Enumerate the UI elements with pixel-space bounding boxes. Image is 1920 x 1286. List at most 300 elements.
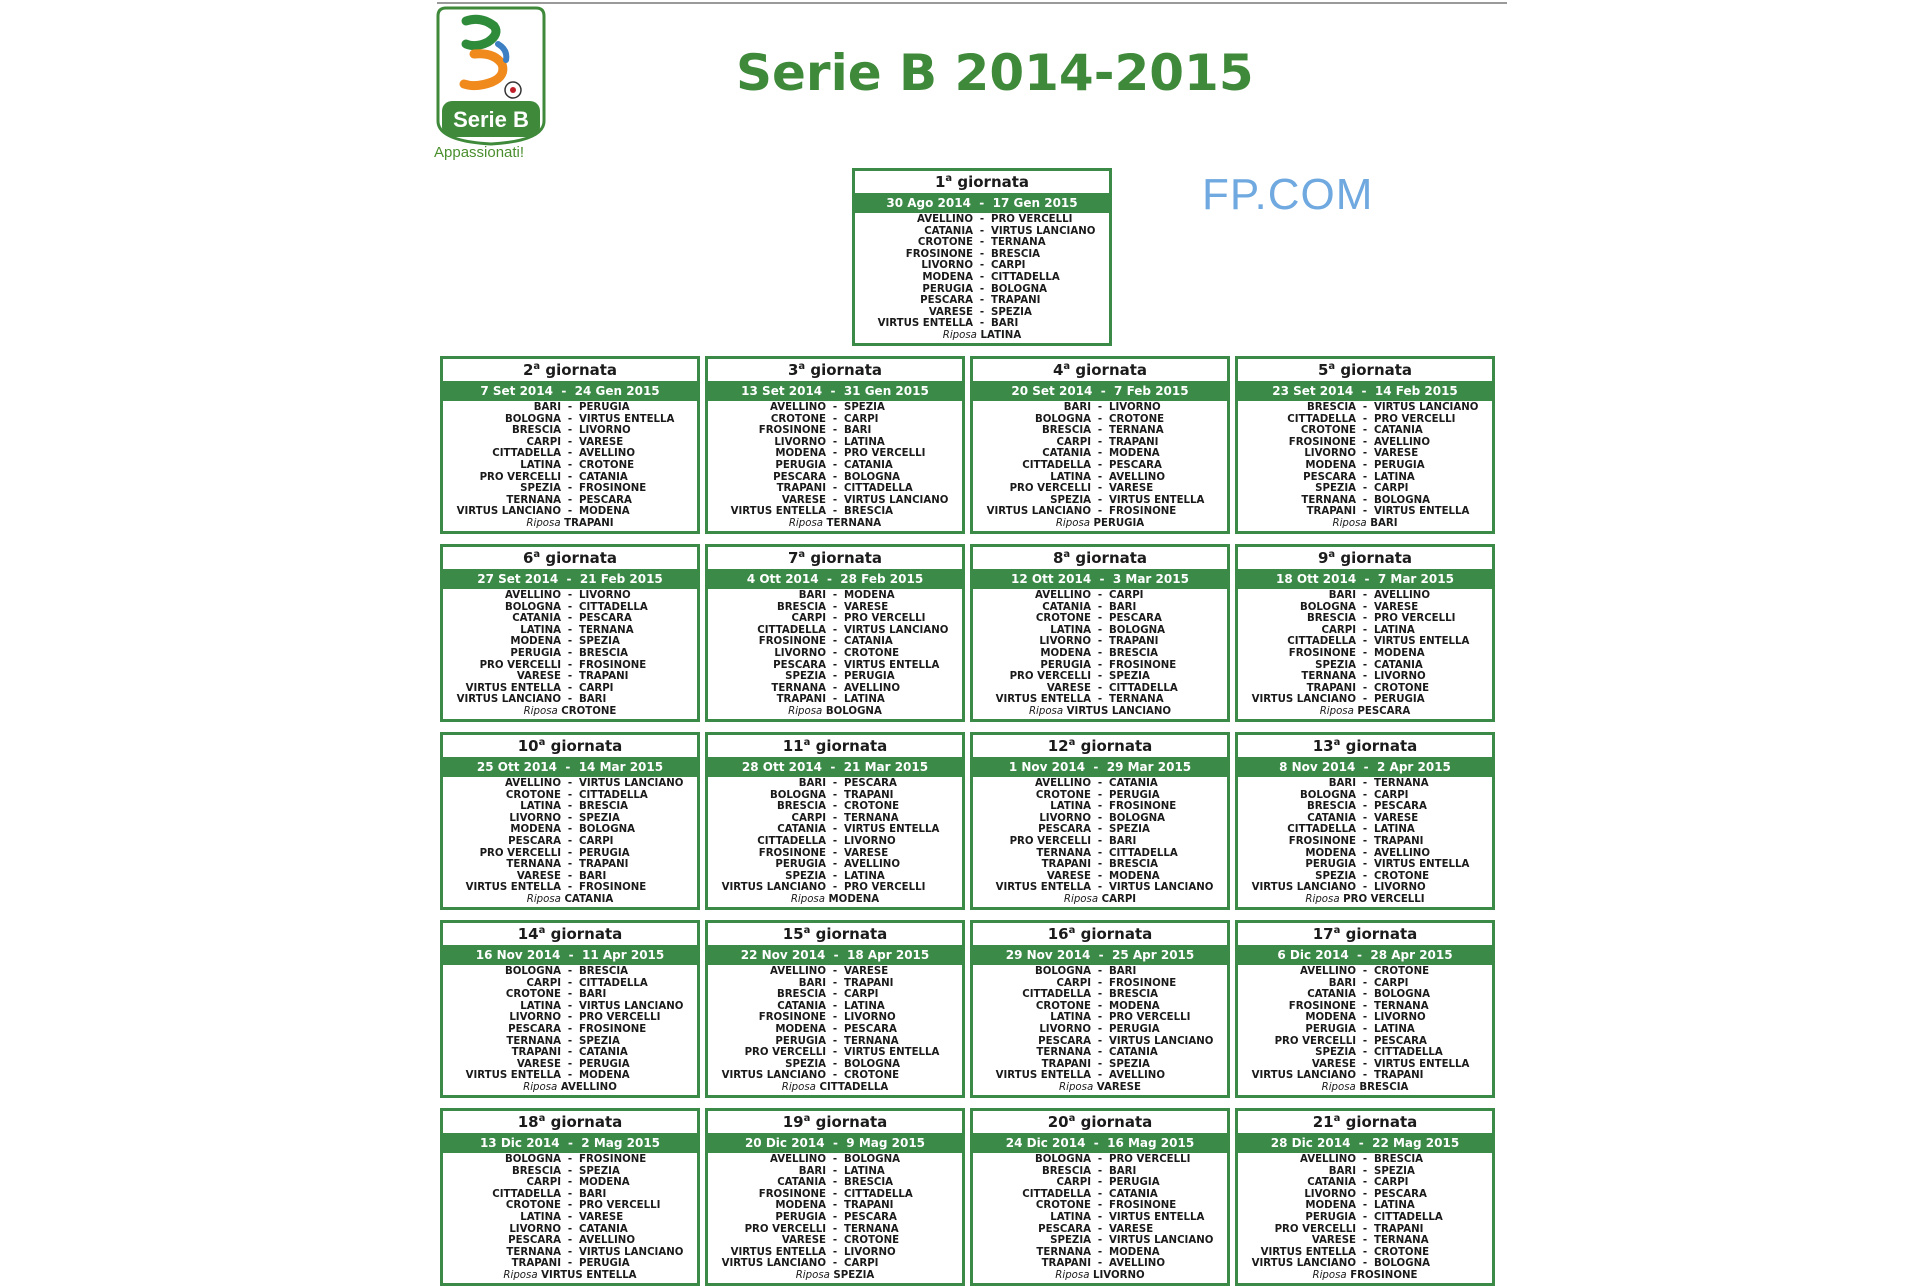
round-19-box <box>705 1108 965 1286</box>
away-team: VARESE <box>579 436 624 448</box>
home-team: PESCARA <box>920 295 973 307</box>
rest-row <box>973 706 1227 718</box>
match-separator: - <box>567 402 573 413</box>
home-team: CATANIA <box>924 225 973 237</box>
round-title: 15$^a$ giornata <box>782 925 888 943</box>
home-team: CATANIA <box>1042 448 1091 460</box>
top-rule <box>437 2 1507 4</box>
match-row <box>443 1189 697 1201</box>
match-row <box>1238 813 1492 825</box>
away-team: FROSINONE <box>1109 801 1177 813</box>
rest-team: BRESCIA <box>1355 1081 1409 1093</box>
match-row <box>1238 671 1492 683</box>
home-team: CROTONE <box>1300 425 1356 437</box>
match-row <box>1238 1212 1492 1224</box>
match-row <box>708 671 962 683</box>
rest-team: VIRTUS ENTELLA <box>537 1269 637 1281</box>
match-row <box>708 483 962 495</box>
match-separator: - <box>567 1165 573 1177</box>
match-separator: - <box>567 459 573 471</box>
match-separator: - <box>567 636 573 648</box>
match-separator: - <box>1097 778 1103 789</box>
away-team: BRESCIA <box>1109 989 1159 1001</box>
match-row <box>1238 882 1492 894</box>
home-team: BOLOGNA <box>505 413 561 425</box>
round-number: 4 <box>1052 361 1064 379</box>
match-row <box>708 824 962 836</box>
home-team: VIRTUS LANCIANO <box>1251 882 1356 894</box>
away-team: PERUGIA <box>579 1258 630 1270</box>
match-separator: - <box>1097 601 1103 613</box>
home-team: TERNANA <box>506 1246 561 1258</box>
away-team: CARPI <box>991 260 1026 272</box>
match-separator: - <box>1097 694 1103 706</box>
away-team: CARPI <box>1374 789 1409 801</box>
round-title: 3$^a$ giornata <box>787 361 883 379</box>
away-team: AVELLINO <box>1374 436 1430 448</box>
match-separator: - <box>567 694 573 706</box>
match-separator: - <box>567 1035 573 1047</box>
match-list <box>973 401 1227 530</box>
match-separator: - <box>832 1165 838 1177</box>
away-team: CARPI <box>579 835 614 847</box>
match-separator: - <box>1362 671 1368 683</box>
away-team: BOLOGNA <box>844 1154 900 1165</box>
match-row <box>973 460 1227 472</box>
away-team: SPEZIA <box>991 306 1032 318</box>
round-title: 7$^a$ giornata <box>787 549 883 567</box>
match-row <box>708 1070 962 1082</box>
home-team: SPEZIA <box>1315 483 1356 495</box>
match-row <box>443 590 697 602</box>
away-team: CATANIA <box>579 1223 628 1235</box>
home-team: LATINA <box>520 459 561 471</box>
rest-label: Riposa <box>503 1269 538 1281</box>
away-team: LIVORNO <box>1109 402 1161 413</box>
match-separator: - <box>979 248 985 260</box>
home-team: LIVORNO <box>509 1223 561 1235</box>
away-team: VIRTUS LANCIANO <box>844 494 949 506</box>
home-team: VIRTUS ENTELLA <box>995 1070 1091 1082</box>
match-list <box>443 589 697 718</box>
home-team: BRESCIA <box>511 1165 561 1177</box>
match-separator: - <box>1097 870 1103 882</box>
away-team: CITTADELLA <box>1109 682 1178 694</box>
home-team: TERNANA <box>1301 494 1356 506</box>
home-team: VIRTUS ENTELLA <box>465 882 561 894</box>
away-team: VIRTUS LANCIANO <box>1374 402 1479 413</box>
match-separator: - <box>1097 1012 1103 1024</box>
match-row <box>973 590 1227 602</box>
match-row <box>708 1154 962 1166</box>
away-team: LATINA <box>1374 471 1415 483</box>
match-row <box>1238 778 1492 790</box>
away-team: VIRTUS ENTELLA <box>844 1047 940 1059</box>
round-number: 7 <box>787 549 799 567</box>
away-team: PERUGIA <box>844 671 895 683</box>
away-team: TRAPANI <box>1109 636 1159 648</box>
away-team: LIVORNO <box>579 590 631 601</box>
home-team: FROSINONE <box>758 636 826 648</box>
match-separator: - <box>567 436 573 448</box>
match-row <box>708 989 962 1001</box>
rest-team: CARPI <box>1098 893 1137 905</box>
home-team: BRESCIA <box>1306 402 1356 413</box>
round-number: 5 <box>1317 361 1329 379</box>
away-team: CATANIA <box>1374 425 1423 437</box>
away-team: PERUGIA <box>1109 789 1160 801</box>
match-separator: - <box>1097 1223 1103 1235</box>
match-row <box>973 778 1227 790</box>
away-team: AVELLINO <box>1374 847 1430 859</box>
match-row <box>973 1235 1227 1247</box>
away-team: BARI <box>579 694 607 706</box>
rest-row <box>1238 706 1492 718</box>
away-team: SPEZIA <box>579 1035 620 1047</box>
round-13-box <box>1235 732 1495 910</box>
match-row <box>443 1166 697 1178</box>
home-team: LATINA <box>520 1211 561 1223</box>
match-row <box>708 602 962 614</box>
home-team: TRAPANI <box>1306 506 1356 518</box>
match-list <box>443 777 697 906</box>
match-row <box>1238 683 1492 695</box>
round-14-box <box>440 920 700 1098</box>
home-team: CATANIA <box>512 613 561 625</box>
match-separator: - <box>567 671 573 683</box>
match-row <box>443 402 697 414</box>
match-row <box>443 625 697 637</box>
logo-tagline: Appassionati! <box>434 144 525 161</box>
away-team: CARPI <box>1374 977 1409 989</box>
home-team: PERUGIA <box>1305 859 1356 871</box>
away-team: AVELLINO <box>1109 1258 1165 1270</box>
away-team: VIRTUS LANCIANO <box>991 225 1096 237</box>
away-team: TERNANA <box>1374 1235 1429 1247</box>
match-separator: - <box>832 1035 838 1047</box>
away-team: CARPI <box>1109 590 1144 601</box>
away-team: BRESCIA <box>579 647 629 659</box>
match-row <box>443 848 697 860</box>
round-number: 2 <box>522 361 534 379</box>
match-row <box>1238 989 1492 1001</box>
match-row <box>708 694 962 706</box>
match-separator: - <box>567 778 573 789</box>
home-team: CARPI <box>791 613 826 625</box>
match-list <box>973 965 1227 1094</box>
round-number: 17 <box>1312 925 1334 943</box>
home-team: VARESE <box>516 870 561 882</box>
away-team: BARI <box>1109 601 1137 613</box>
match-row <box>443 882 697 894</box>
away-team: CATANIA <box>579 471 628 483</box>
away-team: BRESCIA <box>579 801 629 813</box>
away-team: TERNANA <box>844 812 899 824</box>
round-number: 1 <box>934 173 946 191</box>
match-separator: - <box>832 425 838 437</box>
match-row <box>443 1012 697 1024</box>
match-separator: - <box>832 636 838 648</box>
away-team: VIRTUS LANCIANO <box>579 1000 684 1012</box>
home-team: CATANIA <box>1307 989 1356 1001</box>
away-team: VIRTUS LANCIANO <box>1109 1035 1214 1047</box>
home-team: BRESCIA <box>1306 801 1356 813</box>
match-row <box>443 824 697 836</box>
match-separator: - <box>979 214 985 225</box>
match-row <box>973 801 1227 813</box>
away-team: MODENA <box>1374 647 1425 659</box>
home-team: TRAPANI <box>1041 1258 1091 1270</box>
match-row <box>973 425 1227 437</box>
match-row <box>708 414 962 426</box>
match-separator: - <box>1097 801 1103 813</box>
match-row <box>708 402 962 414</box>
match-list <box>443 965 697 1094</box>
away-team: TERNANA <box>844 1223 899 1235</box>
match-separator: - <box>1097 590 1103 601</box>
home-team: CARPI <box>526 436 561 448</box>
match-separator: - <box>1097 413 1103 425</box>
match-separator: - <box>1362 613 1368 625</box>
match-list <box>443 401 697 530</box>
match-separator: - <box>1362 824 1368 836</box>
match-row <box>708 1036 962 1048</box>
match-row <box>443 1212 697 1224</box>
match-row <box>1238 848 1492 860</box>
away-team: CARPI <box>579 682 614 694</box>
away-team: BOLOGNA <box>991 283 1047 295</box>
home-team: PERUGIA <box>510 647 561 659</box>
away-team: VARESE <box>579 1211 624 1223</box>
match-separator: - <box>979 237 985 249</box>
home-team: FROSINONE <box>1288 1000 1356 1012</box>
match-row <box>1238 1036 1492 1048</box>
round-title: 10$^a$ giornata <box>517 737 623 755</box>
away-team: FROSINONE <box>1109 1200 1177 1212</box>
match-row <box>708 1001 962 1013</box>
match-separator: - <box>1362 1154 1368 1165</box>
home-team: LIVORNO <box>774 647 826 659</box>
home-team: CITTADELLA <box>492 1188 561 1200</box>
match-row <box>443 1059 697 1071</box>
match-separator: - <box>1362 590 1368 601</box>
home-team: MODENA <box>1305 459 1356 471</box>
match-separator: - <box>832 682 838 694</box>
match-row <box>973 859 1227 871</box>
away-team: PESCARA <box>1374 801 1427 813</box>
away-team: VIRTUS ENTELLA <box>579 413 675 425</box>
away-team: PESCARA <box>844 778 897 789</box>
home-team: BARI <box>798 590 826 601</box>
home-team: PESCARA <box>508 835 561 847</box>
round-title: 18$^a$ giornata <box>517 1113 623 1131</box>
home-team: CROTONE <box>770 413 826 425</box>
round-dates: 22 Nov 2014 - 18 Apr 2015 <box>708 945 962 965</box>
away-team: SPEZIA <box>1109 824 1150 836</box>
match-separator: - <box>1362 448 1368 460</box>
away-team: TERNANA <box>1374 1000 1429 1012</box>
home-team: MODENA <box>1305 847 1356 859</box>
home-team: CITTADELLA <box>1287 636 1356 648</box>
round-dates: 16 Nov 2014 - 11 Apr 2015 <box>443 945 697 965</box>
match-row <box>973 506 1227 518</box>
match-row <box>973 966 1227 978</box>
round-dates: 20 Set 2014 - 7 Feb 2015 <box>973 381 1227 401</box>
match-row <box>443 813 697 825</box>
away-team: CATANIA <box>844 636 893 648</box>
rest-row <box>443 894 697 906</box>
away-team: LIVORNO <box>844 835 896 847</box>
match-separator: - <box>1362 483 1368 495</box>
match-separator: - <box>567 1200 573 1212</box>
rest-row <box>708 1082 962 1094</box>
away-team: TRAPANI <box>844 1200 894 1212</box>
rest-label: Riposa <box>526 517 561 529</box>
match-row <box>973 495 1227 507</box>
match-separator: - <box>832 870 838 882</box>
away-team: BOLOGNA <box>1109 812 1165 824</box>
match-row <box>973 1012 1227 1024</box>
match-separator: - <box>832 1177 838 1189</box>
match-row <box>1238 460 1492 472</box>
home-team: PESCARA <box>1038 1223 1091 1235</box>
home-team: MODENA <box>1305 1012 1356 1024</box>
home-team: CATANIA <box>1042 601 1091 613</box>
away-team: VIRTUS ENTELLA <box>844 659 940 671</box>
match-separator: - <box>1362 1047 1368 1059</box>
svg-text:Serie B: Serie B <box>453 107 529 132</box>
match-separator: - <box>1097 1058 1103 1070</box>
match-separator: - <box>567 989 573 1001</box>
away-team: PESCARA <box>1109 459 1162 471</box>
match-separator: - <box>1097 1211 1103 1223</box>
away-team: VIRTUS ENTELLA <box>1109 494 1205 506</box>
round-17-box <box>1235 920 1495 1098</box>
home-team: VIRTUS ENTELLA <box>995 694 1091 706</box>
away-team: BARI <box>579 1188 607 1200</box>
match-row <box>708 625 962 637</box>
match-row <box>708 882 962 894</box>
away-team: PERUGIA <box>1109 1023 1160 1035</box>
round-number: 6 <box>522 549 534 567</box>
match-separator: - <box>832 590 838 601</box>
match-row <box>1238 625 1492 637</box>
match-separator: - <box>1362 1235 1368 1247</box>
match-separator: - <box>832 989 838 1001</box>
round-title: 16$^a$ giornata <box>1047 925 1153 943</box>
away-team: LATINA <box>1374 624 1415 636</box>
away-team: PRO VERCELLI <box>1374 613 1456 625</box>
match-row <box>443 602 697 614</box>
away-team: CATANIA <box>579 1047 628 1059</box>
match-separator: - <box>832 824 838 836</box>
round-dates: 12 Ott 2014 - 3 Mar 2015 <box>973 569 1227 589</box>
match-row <box>708 1189 962 1201</box>
match-row <box>1238 1047 1492 1059</box>
home-team: AVELLINO <box>1300 966 1356 977</box>
match-row <box>973 836 1227 848</box>
rest-team: PESCARA <box>1353 705 1411 717</box>
home-team: VIRTUS LANCIANO <box>1251 694 1356 706</box>
match-separator: - <box>832 459 838 471</box>
round-11-box <box>705 732 965 910</box>
match-row <box>443 966 697 978</box>
home-team: SPEZIA <box>1315 870 1356 882</box>
home-team: VIRTUS ENTELLA <box>730 506 826 518</box>
match-separator: - <box>832 1211 838 1223</box>
away-team: LATINA <box>844 870 885 882</box>
home-team: CITTADELLA <box>1022 989 1091 1001</box>
round-title: 14$^a$ giornata <box>517 925 623 943</box>
away-team: MODENA <box>579 506 630 518</box>
match-row <box>973 625 1227 637</box>
match-separator: - <box>567 882 573 894</box>
match-separator: - <box>1362 1211 1368 1223</box>
away-team: PRO VERCELLI <box>844 613 926 625</box>
away-team: BRESCIA <box>844 506 894 518</box>
round-dates: 6 Dic 2014 - 28 Apr 2015 <box>1238 945 1492 965</box>
away-team: PESCARA <box>844 1211 897 1223</box>
match-row <box>443 790 697 802</box>
match-separator: - <box>1097 1023 1103 1035</box>
home-team: TRAPANI <box>776 483 826 495</box>
away-team: PESCARA <box>1374 1035 1427 1047</box>
match-row <box>708 437 962 449</box>
away-team: SPEZIA <box>579 636 620 648</box>
match-separator: - <box>832 1200 838 1212</box>
home-team: PESCARA <box>1038 1035 1091 1047</box>
rest-team: TRAPANI <box>560 517 614 529</box>
match-row <box>973 790 1227 802</box>
round-dates: 20 Dic 2014 - 9 Mag 2015 <box>708 1133 962 1153</box>
match-row <box>708 1012 962 1024</box>
match-row <box>855 272 1109 284</box>
home-team: SPEZIA <box>785 870 826 882</box>
round-dates: 13 Dic 2014 - 2 Mag 2015 <box>443 1133 697 1153</box>
home-team: LIVORNO <box>509 1012 561 1024</box>
away-team: FROSINONE <box>1109 977 1177 989</box>
match-separator: - <box>567 494 573 506</box>
rest-row <box>708 518 962 530</box>
away-team: TERNANA <box>579 624 634 636</box>
away-team: TERNANA <box>1374 778 1429 789</box>
home-team: VIRTUS ENTELLA <box>995 882 1091 894</box>
match-row <box>708 460 962 472</box>
home-team: PERUGIA <box>922 283 973 295</box>
match-row <box>708 636 962 648</box>
match-row <box>443 1177 697 1189</box>
match-row <box>1238 1189 1492 1201</box>
match-separator: - <box>979 271 985 283</box>
home-team: BOLOGNA <box>1035 966 1091 977</box>
away-team: LIVORNO <box>579 425 631 437</box>
home-team: AVELLINO <box>505 778 561 789</box>
match-row <box>708 966 962 978</box>
match-row <box>973 1024 1227 1036</box>
match-row <box>1238 1235 1492 1247</box>
match-row <box>973 1200 1227 1212</box>
rest-label: Riposa <box>1312 1269 1347 1281</box>
home-team: FROSINONE <box>1288 835 1356 847</box>
match-row <box>443 448 697 460</box>
away-team: BRESCIA <box>991 248 1041 260</box>
match-separator: - <box>832 659 838 671</box>
away-team: TRAPANI <box>844 789 894 801</box>
match-row <box>1238 978 1492 990</box>
home-team: TERNANA <box>506 494 561 506</box>
away-team: PERUGIA <box>1374 694 1425 706</box>
away-team: TRAPANI <box>844 977 894 989</box>
